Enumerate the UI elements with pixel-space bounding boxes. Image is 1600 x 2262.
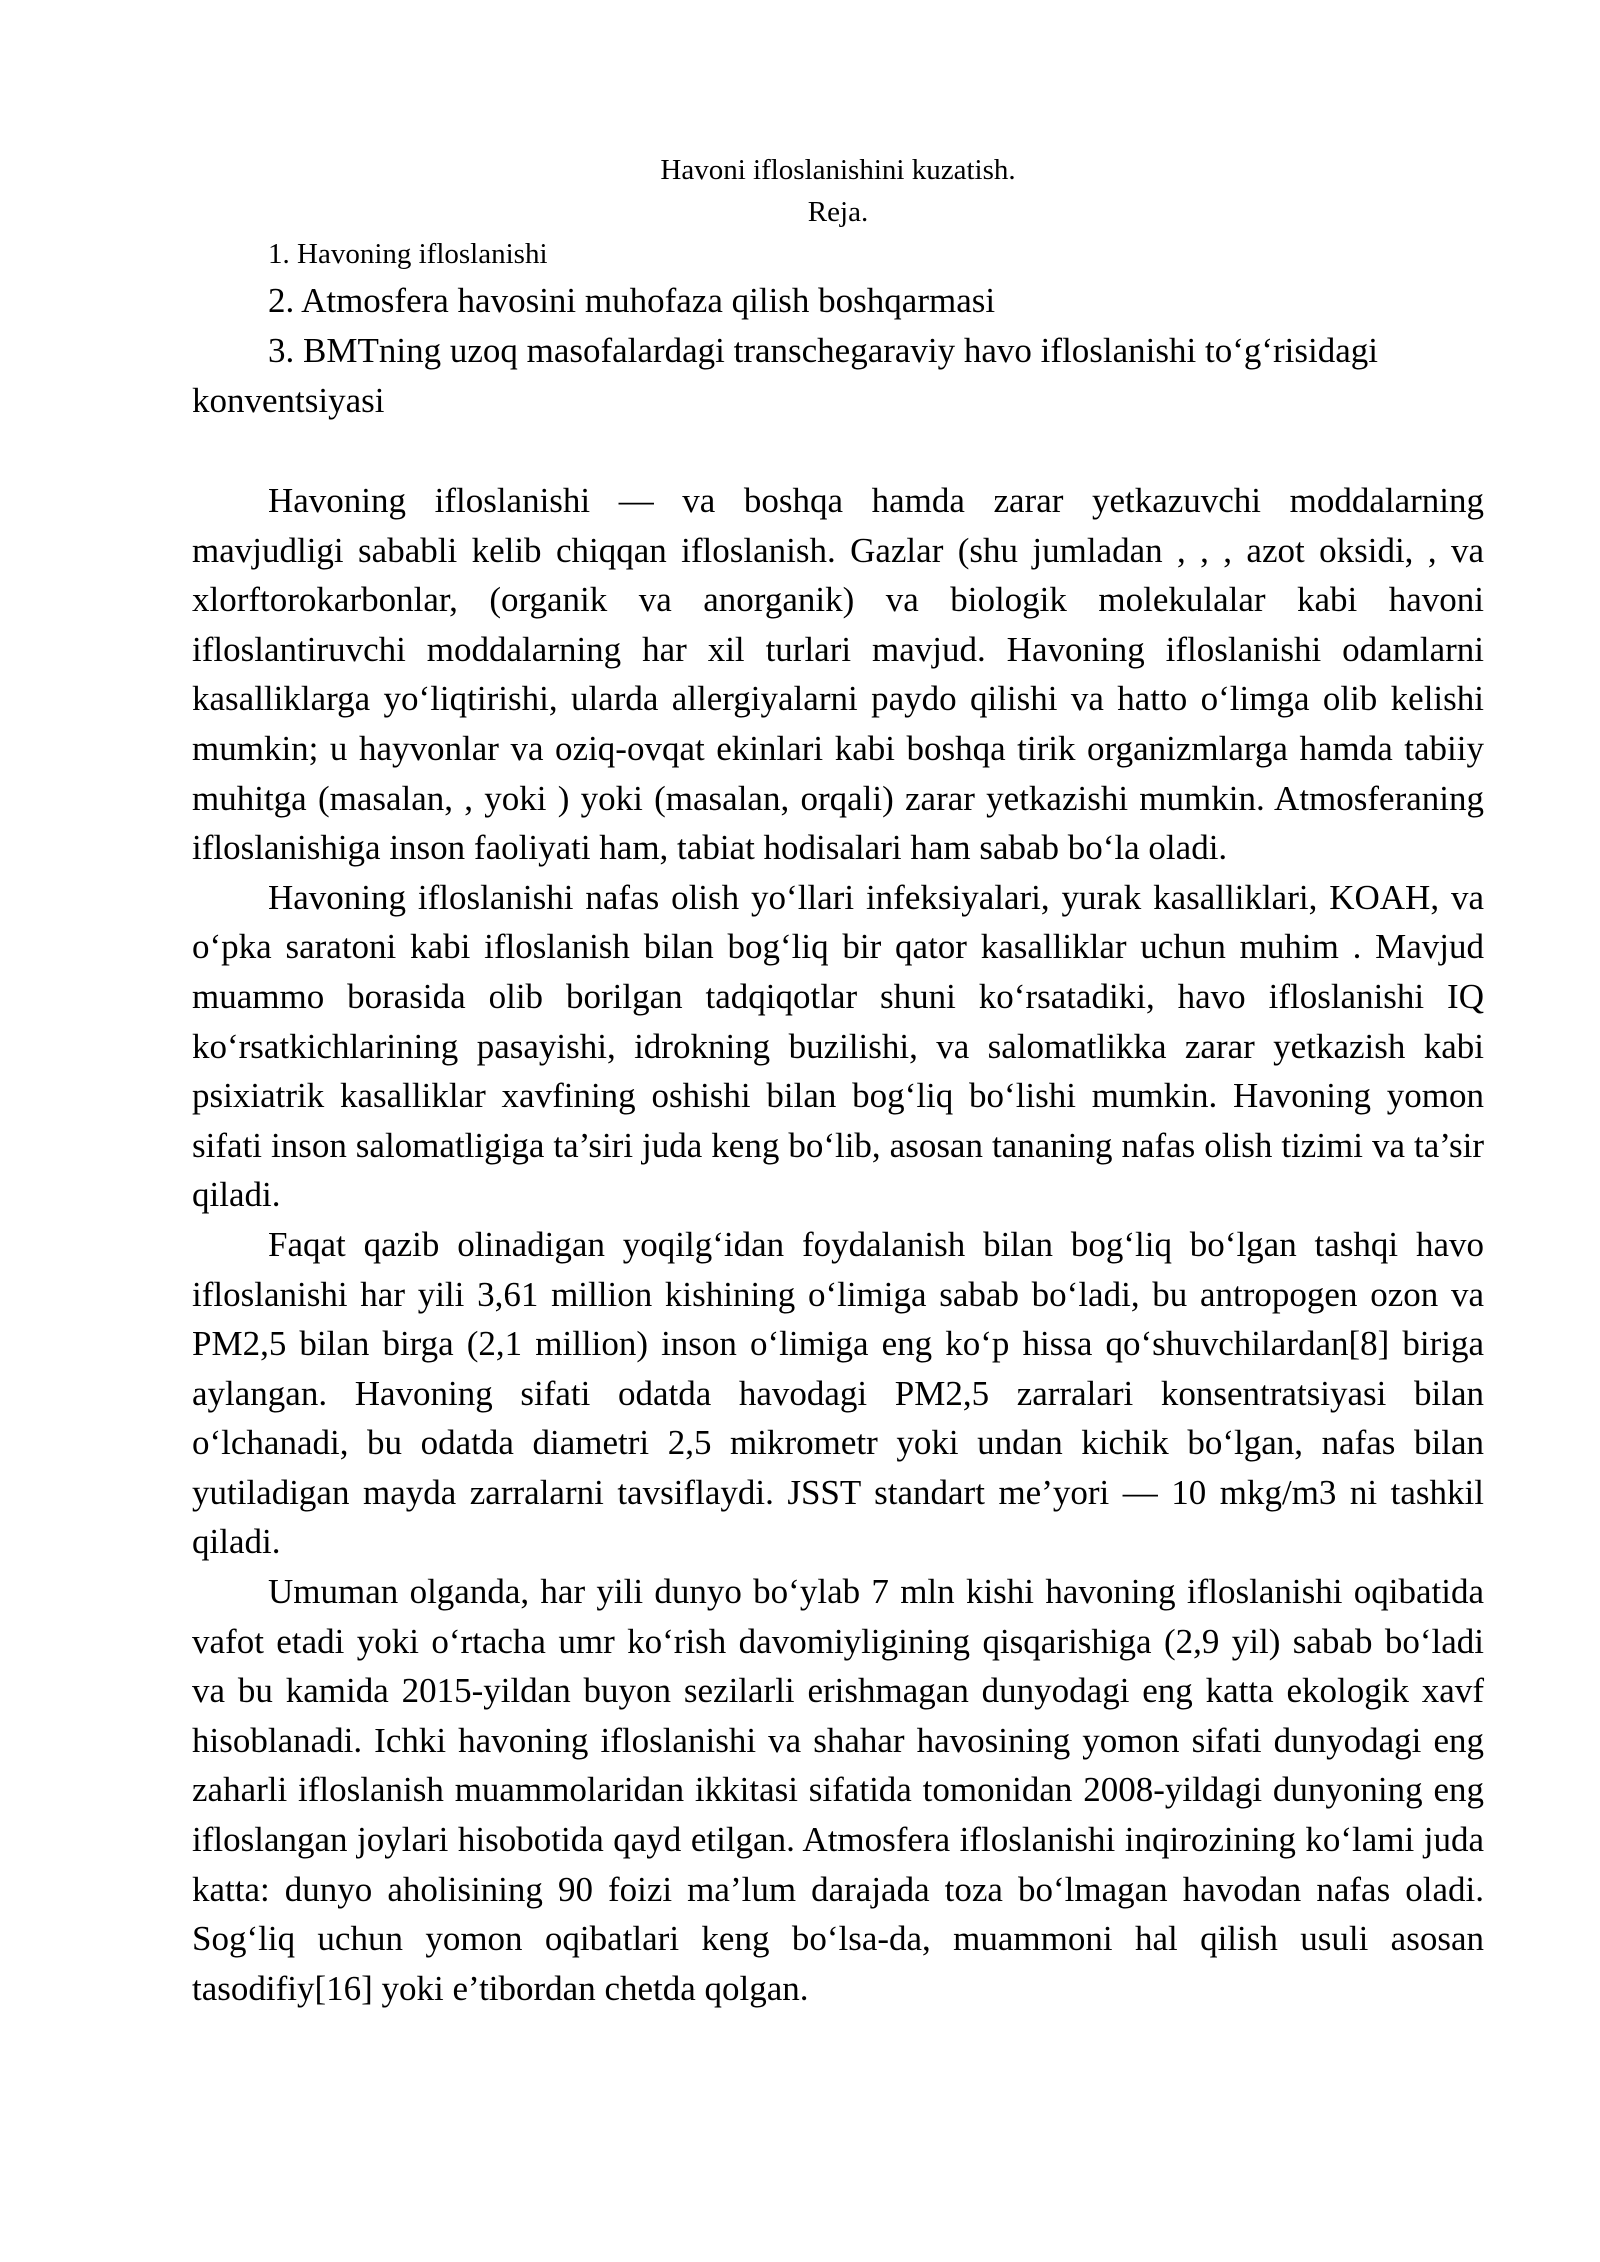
paragraph-2: Havoning ifloslanishi nafas olish yo‘llari infeksiyalari, yurak kasalliklari, KOAH, va o‘pka saratoni kabi ifloslanish bilan bog‘liq bir qator kasalliklar uchun muhim . Mavjud muammo borasida olib borilgan tadqiqotlar shuni ko‘rsatadiki, havo ifloslanishi IQ ko‘rsatkichlarining pasayishi, idrokning buzilishi, va salomatlikka zarar yetkazish kabi psixiatrik kasalliklar xavfining oshishi bilan bog‘liq bo‘lishi mumkin. Havoning yomon sifati inson salomatligiga ta’siri juda keng bo‘lib, asosan tananing nafas olish tizimi va ta’sir qiladi. [192, 877, 1484, 1215]
paragraph-3: Faqat qazib olinadigan yoqilg‘idan foydalanish bilan bog‘liq bo‘lgan tashqi havo ifloslanishi har yili 3,61 million kishining o‘limiga sabab bo‘ladi, bu antropogen ozon va PM2,5 bilan birga (2,1 million) inson o‘limiga eng ko‘p hissa qo‘shuvchilardan[8] biriga aylangan. Havoning sifati odatda havodagi PM2,5 zarralari konsentratsiyasi bilan o‘lchanadi, bu odatda diametri 2,5 mikrometr yoki undan kichik bo‘lgan, nafas bilan yutiladigan mayda zarralarni tavsiflaydi. JSST standart me’yori — 10 mkg/m3 ni tashkil qiladi. [192, 1224, 1484, 1562]
section-spacer [192, 426, 1484, 476]
plan-item-3: 3. BMTning uzoq masofalardagi transchegaraviy havo ifloslanishi to‘g‘risidagi konventsiyasi [192, 331, 1379, 420]
plan-item-2: 2. Atmosfera havosini muhofaza qilish boshqarmasi [268, 281, 996, 320]
paragraph-4: Umuman olganda, har yili dunyo bo‘ylab 7 mln kishi havoning ifloslanishi oqibatida vafot etadi yoki o‘rtacha umr ko‘rish davomiyligining qisqarishiga (2,9 yil) sabab bo‘ladi va bu kamida 2015-yildan buyon sezilarli erishmagan dunyodagi eng katta ekologik xavf hisoblanadi. Ichki havoning ifloslanishi va shahar havosining yomon sifati dunyodagi eng zaharli ifloslanish muammolaridan ikkitasi sifatida tomonidan 2008-yildagi dunyoning eng ifloslangan joylari hisobotida qayd etilgan. Atmosfera ifloslanishi inqirozining ko‘lami juda katta: dunyo aholisining 90 foizi ma’lum darajada toza bo‘lmagan havodan nafas oladi. Sog‘liq uchun yomon oqibatlari keng bo‘lsa-da, muammoni hal qilish usuli asosan tasodifiy[16] yoki e’tibordan chetda qolgan. [192, 1572, 1484, 2008]
paragraph-1: Havoning ifloslanishi — va boshqa hamda zarar yetkazuvchi moddalarning mavjudligi sababli kelib chiqqan ifloslanish. Gazlar (shu jumladan , , , azot oksidi, , va xlorftorokarbonlar, (organik va anorganik) va biologik molekulalar kabi havoni ifloslantiruvchi moddalarning har xil turlari mavjud. Havoning ifloslanishi odamlarni kasalliklarga yo‘liqtirishi, ularda allergiyalarni paydo qilishi va hatto o‘limga olib kelishi mumkin; u hayvonlar va oziq-ovqat ekinlari kabi boshqa tirik organizmlarga hamda tabiiy muhitga (masalan, , yoki ) yoki (masalan, orqali) zarar yetkazishi mumkin. Atmosferaning ifloslanishiga inson faoliyati ham, tabiat hodisalari ham sabab bo‘la oladi. [192, 481, 1484, 868]
plan-item-1: 1. Havoning ifloslanishi [268, 238, 548, 270]
document-body [192, 148, 1484, 2013]
plan-label: Reja. [807, 196, 869, 228]
document-title: Havoni ifloslanishini kuzatish. [660, 154, 1016, 186]
